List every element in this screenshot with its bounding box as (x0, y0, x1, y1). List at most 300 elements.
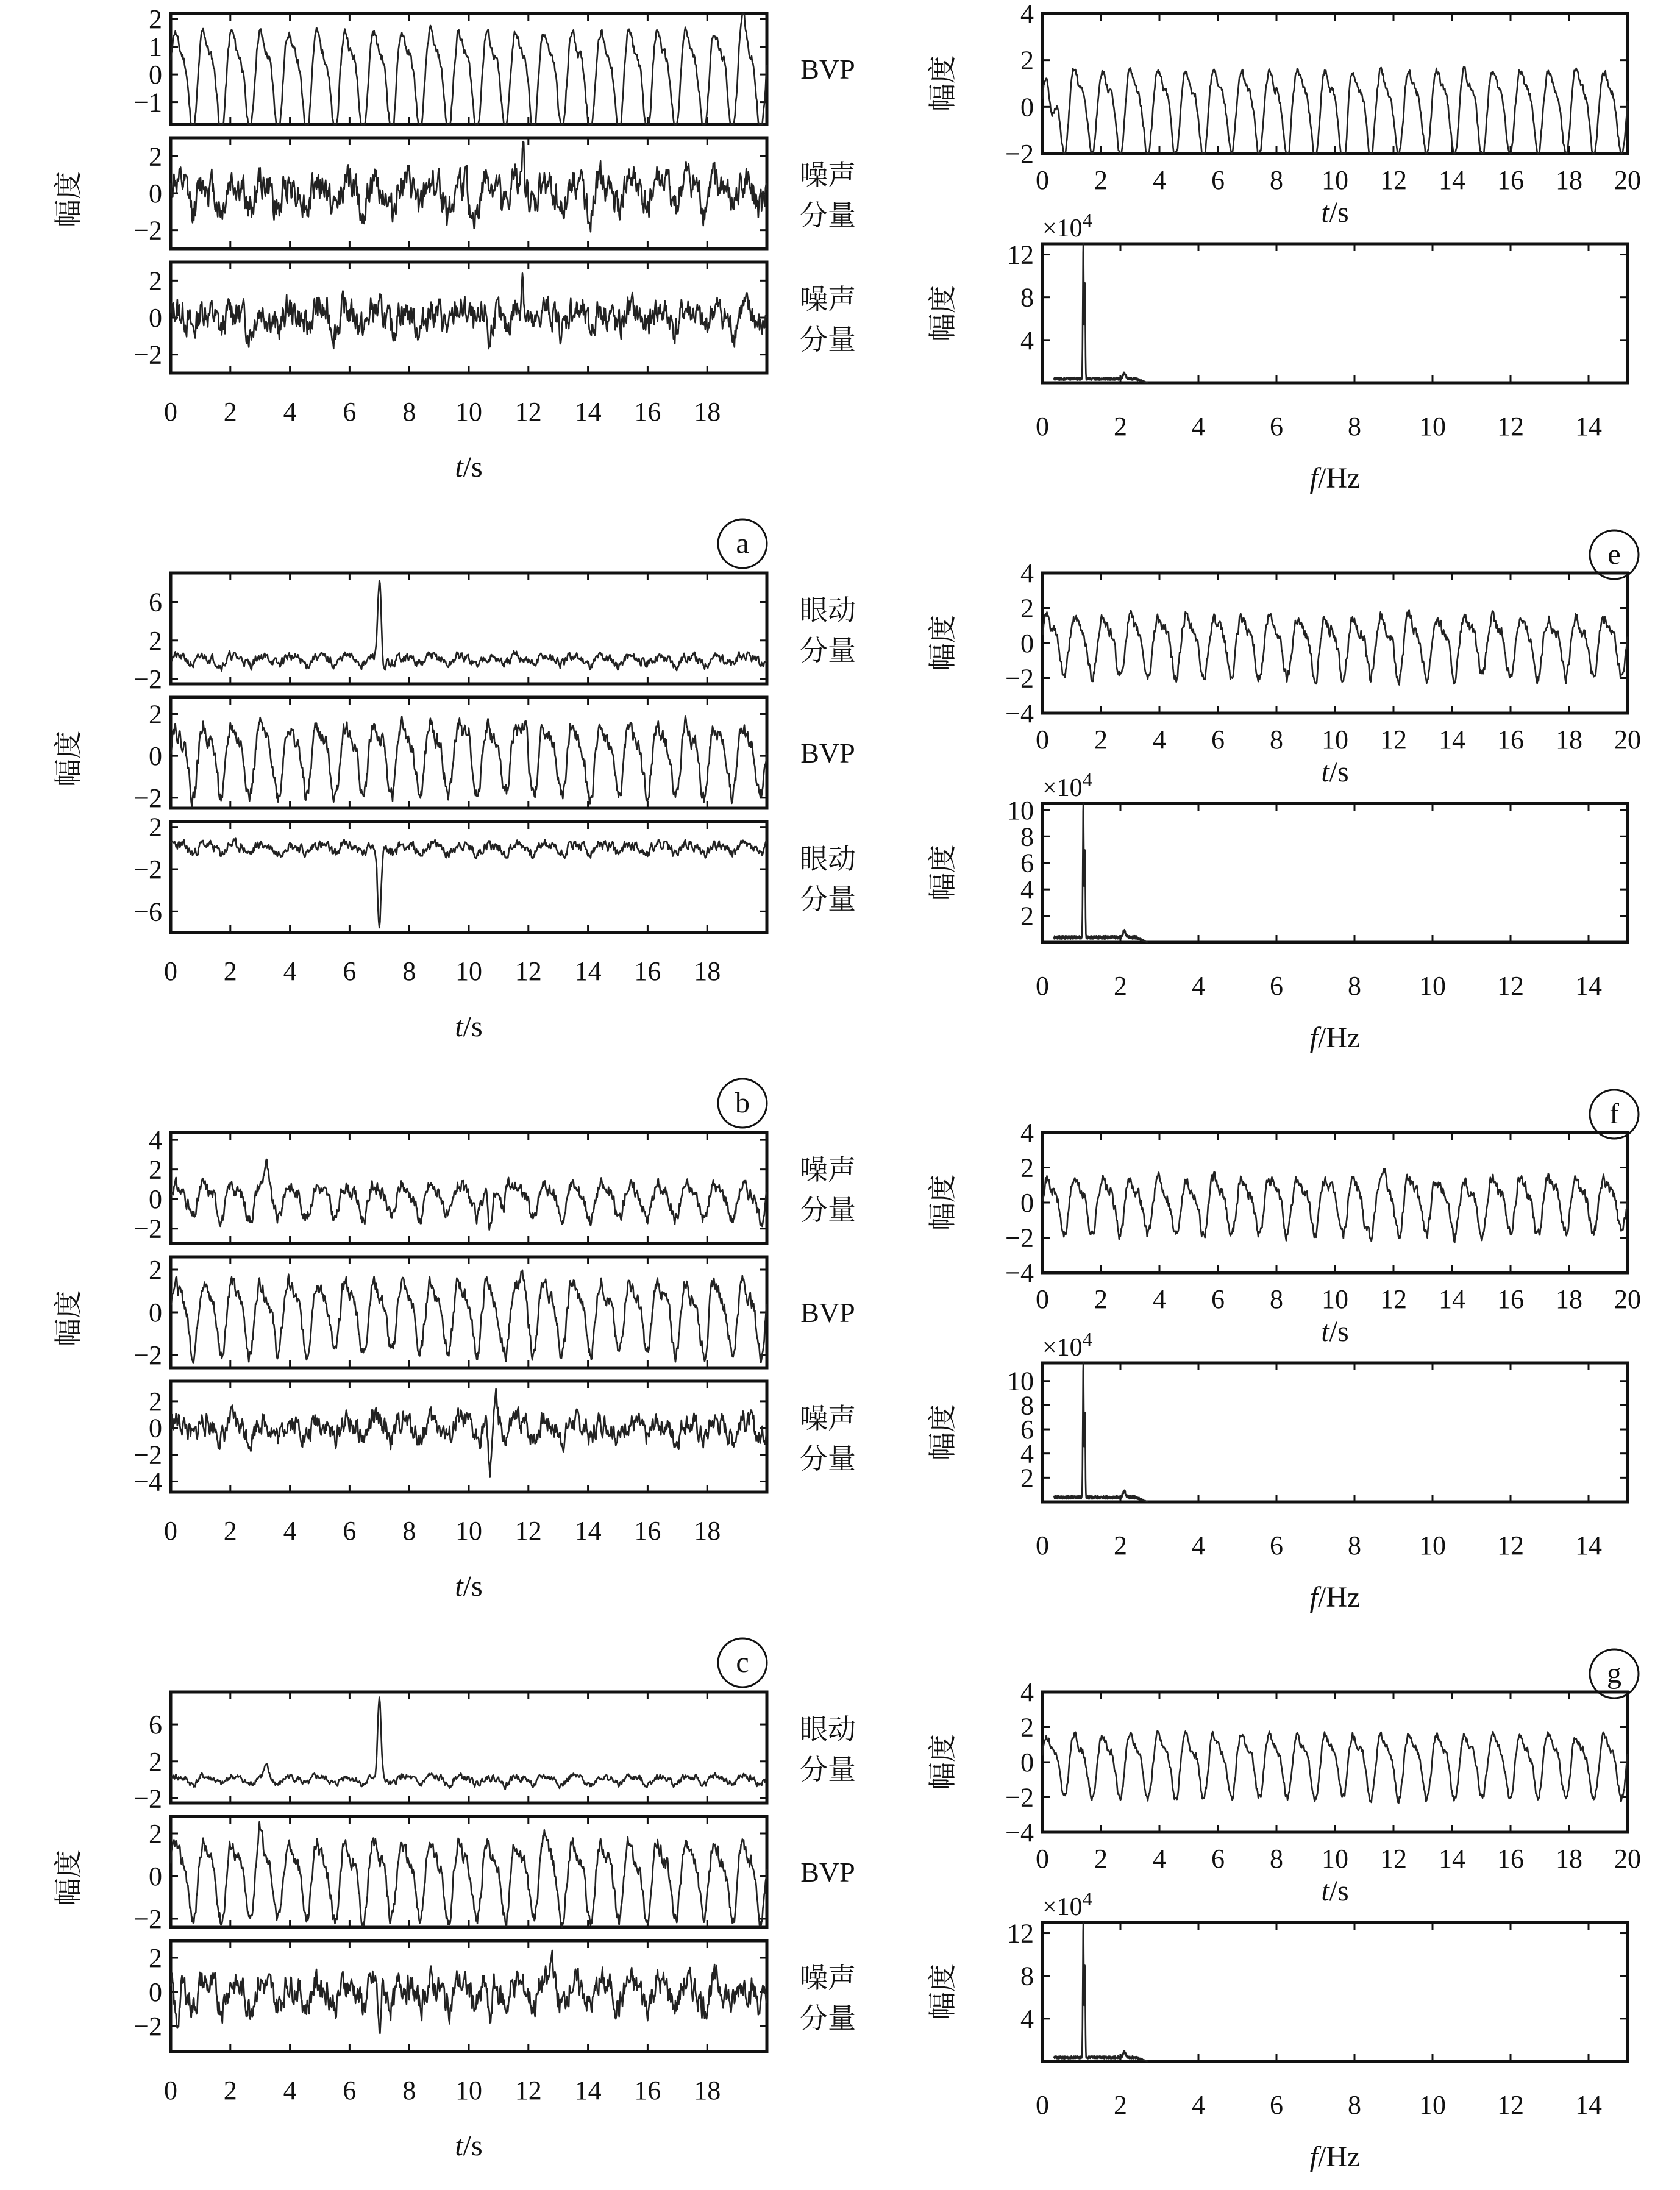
x-tick-label: 10 (455, 956, 482, 986)
x-tick-label: 10 (455, 2075, 482, 2105)
y-tick-label: 1 (149, 32, 162, 62)
x-tick-label: 10 (1322, 1844, 1348, 1874)
x-tick-label: 0 (1036, 411, 1049, 441)
row-label: 分量 (800, 634, 856, 667)
signal-line (171, 1159, 767, 1230)
x-axis-variable: t (1321, 196, 1329, 229)
x-tick-label: 14 (1439, 1844, 1465, 1874)
y-tick-label: 2 (149, 625, 162, 656)
x-tick-label: 10 (1419, 1531, 1446, 1560)
row-label: 眼动 (800, 594, 856, 627)
time-plot (926, 1118, 1641, 1348)
y-tick-label: 4 (1020, 875, 1034, 905)
x-tick-label: 10 (1322, 725, 1348, 755)
x-tick-label: 20 (1614, 1844, 1641, 1874)
panel-letter: e (1607, 538, 1621, 571)
x-tick-label: 18 (1556, 725, 1582, 755)
x-axis-unit: /Hz (1318, 1581, 1361, 1613)
panel-letter: g (1607, 1657, 1621, 1690)
x-tick-label: 0 (1036, 1844, 1049, 1874)
x-tick-label: 0 (1036, 2090, 1049, 2120)
x-axis-label (1321, 196, 1348, 229)
x-tick-label: 2 (1114, 411, 1127, 441)
x-tick-label: 0 (164, 2075, 177, 2105)
plot-frame (171, 262, 767, 373)
x-tick-label: 8 (402, 956, 416, 986)
y-tick-label: 2 (1020, 901, 1034, 931)
x-axis-label (1321, 1315, 1348, 1348)
y-axis-label: 幅度 (926, 1404, 959, 1460)
x-tick-label: 18 (1556, 165, 1582, 195)
x-tick-label: 2 (1094, 165, 1108, 195)
y-tick-label: −2 (133, 664, 162, 695)
y-tick-label: 6 (1020, 1415, 1034, 1445)
signal-line (171, 839, 767, 928)
panel-a (52, 4, 856, 568)
x-axis-label (1310, 1581, 1361, 1613)
x-tick-label: 6 (343, 2075, 357, 2105)
x-tick-label: 6 (1270, 971, 1283, 1001)
x-tick-label: 2 (1094, 725, 1108, 755)
y-tick-label: −2 (1005, 1782, 1034, 1813)
x-tick-label: 16 (634, 2075, 661, 2105)
y-tick-label: 0 (149, 303, 162, 333)
plot-frame (1042, 803, 1628, 942)
x-axis-label (455, 1011, 482, 1043)
x-tick-label: 4 (1153, 1844, 1166, 1874)
row-label: BVP (800, 738, 855, 769)
x-axis-variable: t (455, 451, 463, 483)
x-tick-label: 12 (1380, 1284, 1407, 1314)
y-tick-label: −2 (133, 1340, 162, 1370)
x-tick-label: 4 (1153, 165, 1166, 195)
y-tick-label: 2 (149, 1943, 162, 1973)
y-tick-label: 12 (1007, 1918, 1034, 1949)
x-tick-label: 6 (1270, 411, 1283, 441)
x-axis-label (1310, 1022, 1361, 1054)
x-tick-label: 2 (1094, 1284, 1108, 1314)
x-tick-label: 10 (455, 397, 482, 427)
y-tick-label: −2 (133, 855, 162, 884)
x-tick-label: 10 (1419, 2090, 1446, 2120)
signal-line (1042, 610, 1628, 684)
x-tick-label: 10 (1419, 411, 1446, 441)
x-tick-label: 8 (1270, 725, 1283, 755)
x-axis-unit: /s (463, 451, 483, 483)
x-tick-label: 14 (574, 1516, 602, 1546)
y-axis-label: 幅度 (52, 731, 85, 787)
plot-frame (171, 1381, 767, 1492)
x-tick-label: 6 (1211, 165, 1225, 195)
x-tick-label: 6 (1270, 2090, 1283, 2120)
panel-letter: b (735, 1087, 750, 1119)
y-tick-label: 4 (1020, 1118, 1034, 1148)
scale-base: ×10 (1042, 774, 1083, 802)
row-label: BVP (800, 1857, 855, 1888)
y-tick-label: 2 (1020, 1153, 1034, 1183)
x-tick-label: 14 (1575, 1531, 1602, 1560)
x-axis-label (1310, 2141, 1361, 2173)
x-tick-label: 12 (1497, 1531, 1524, 1560)
plot-frame (171, 138, 767, 249)
scale-factor (1042, 209, 1092, 243)
x-tick-label: 6 (343, 397, 357, 427)
x-axis-unit: /Hz (1318, 462, 1361, 494)
y-tick-label: 0 (149, 1977, 162, 2007)
x-tick-label: 4 (1192, 2090, 1205, 2120)
x-tick-label: 20 (1614, 725, 1641, 755)
y-tick-label: 2 (149, 266, 162, 296)
x-tick-label: 6 (1211, 725, 1225, 755)
y-axis-label: 幅度 (52, 1850, 85, 1906)
x-tick-label: 12 (1380, 165, 1407, 195)
x-tick-label: 18 (694, 1516, 721, 1546)
y-tick-label: 0 (1020, 1188, 1034, 1218)
y-tick-label: 6 (149, 1710, 162, 1740)
spectrum-line (1054, 244, 1148, 383)
row-label: 噪声 (800, 1402, 856, 1435)
x-axis-variable: f (1309, 462, 1319, 494)
panel-h (926, 1677, 1641, 2190)
y-tick-label: 2 (149, 812, 162, 842)
y-tick-label: −2 (1005, 139, 1034, 169)
y-tick-label: 8 (1020, 282, 1034, 313)
y-tick-label: 2 (1020, 1463, 1034, 1493)
plot-frame (1042, 13, 1628, 154)
y-axis-label: 幅度 (926, 845, 959, 901)
x-axis-variable: t (1321, 1875, 1329, 1907)
x-tick-label: 4 (1192, 411, 1205, 441)
signal-row (133, 1692, 856, 1813)
spectrum-line (1054, 1363, 1148, 1502)
y-tick-label: 6 (1020, 848, 1034, 878)
x-axis-variable: t (1321, 756, 1329, 788)
x-tick-label: 4 (283, 1516, 297, 1546)
x-tick-label: 0 (1036, 165, 1049, 195)
y-tick-label: 8 (1020, 1961, 1034, 1991)
x-tick-label: 16 (634, 1516, 661, 1546)
signal-line (171, 13, 767, 124)
x-tick-label: 6 (343, 1516, 357, 1546)
y-tick-label: 2 (149, 1819, 162, 1849)
y-tick-label: 0 (149, 179, 162, 208)
x-axis-label (1321, 756, 1348, 788)
y-tick-label: −4 (133, 1467, 162, 1497)
x-tick-label: 8 (1270, 1844, 1283, 1874)
x-tick-label: 0 (1036, 1284, 1049, 1314)
x-tick-label: 2 (223, 397, 237, 427)
x-axis-label (1321, 1875, 1348, 1907)
x-axis-unit: /s (1329, 196, 1349, 229)
time-plot (926, 1677, 1641, 1907)
x-tick-label: 14 (1439, 165, 1465, 195)
plot-frame (171, 1257, 767, 1368)
y-tick-label: 6 (149, 587, 162, 617)
row-label: BVP (800, 1297, 855, 1328)
x-tick-label: 4 (1153, 725, 1166, 755)
y-tick-label: 2 (149, 1386, 162, 1417)
signal-row (133, 697, 855, 813)
y-tick-label: −4 (1005, 1818, 1034, 1847)
y-tick-label: 0 (149, 1413, 162, 1443)
x-axis-label (455, 451, 482, 483)
x-tick-label: 4 (283, 2075, 297, 2105)
x-tick-label: 8 (1348, 1531, 1361, 1560)
row-label: 分量 (800, 1753, 856, 1786)
x-tick-label: 8 (1348, 2090, 1361, 2120)
y-axis-label: 幅度 (926, 1734, 959, 1790)
x-axis-variable: f (1309, 2141, 1319, 2173)
signal-row (133, 1816, 855, 1934)
row-label: 眼动 (800, 842, 856, 875)
x-tick-label: 0 (164, 956, 177, 986)
plot-frame (1042, 1132, 1628, 1273)
x-tick-label: 14 (1575, 971, 1602, 1001)
x-tick-label: 8 (1348, 411, 1361, 441)
y-tick-label: −2 (133, 2011, 162, 2041)
plot-frame (171, 1692, 767, 1803)
x-tick-label: 0 (164, 1516, 177, 1546)
x-axis-unit: /Hz (1318, 1022, 1361, 1054)
scale-exponent: 4 (1082, 1328, 1092, 1350)
x-tick-label: 16 (634, 956, 661, 986)
scale-factor (1042, 769, 1092, 802)
x-tick-label: 10 (1322, 1284, 1348, 1314)
signal-row (133, 812, 856, 933)
scale-factor (1042, 1328, 1092, 1362)
scale-factor (1042, 1888, 1092, 1921)
row-label: 噪声 (800, 1153, 856, 1186)
y-tick-label: −2 (133, 1214, 162, 1244)
x-tick-label: 4 (1192, 971, 1205, 1001)
scale-exponent: 4 (1082, 769, 1092, 791)
signal-line (171, 1389, 767, 1477)
x-tick-label: 18 (694, 397, 721, 427)
scale-exponent: 4 (1082, 209, 1092, 231)
y-tick-label: −6 (133, 897, 162, 927)
x-tick-label: 8 (402, 2075, 416, 2105)
scale-base: ×10 (1042, 215, 1083, 243)
y-axis-label: 幅度 (926, 55, 959, 112)
panel-c (52, 1125, 856, 1687)
signal-line (171, 1270, 767, 1363)
row-label: 分量 (800, 883, 856, 915)
x-axis-variable: f (1309, 1022, 1319, 1054)
signal-row (133, 138, 856, 249)
x-tick-label: 12 (1497, 971, 1524, 1001)
y-tick-label: 4 (149, 1125, 162, 1156)
spectrum-plot (926, 209, 1628, 494)
x-tick-label: 0 (1036, 1531, 1049, 1560)
time-plot (926, 0, 1641, 229)
row-label: 噪声 (800, 158, 856, 191)
signal-line (171, 141, 767, 232)
x-tick-label: 4 (283, 397, 297, 427)
plot-frame (1042, 1692, 1628, 1832)
x-tick-label: 2 (1114, 2090, 1127, 2120)
row-label: 噪声 (800, 1961, 856, 1994)
signal-line (171, 1950, 767, 2033)
signal-row (133, 573, 856, 694)
y-tick-label: 0 (149, 1298, 162, 1328)
x-axis-variable: t (455, 1011, 463, 1043)
x-axis-variable: f (1309, 1581, 1319, 1613)
spectrum-plot (926, 1888, 1628, 2173)
signal-row (133, 4, 855, 124)
x-tick-label: 8 (1270, 1284, 1283, 1314)
signal-line (1042, 1731, 1628, 1804)
x-tick-label: 12 (1380, 725, 1407, 755)
y-tick-label: 2 (1020, 1712, 1034, 1743)
x-tick-label: 6 (1211, 1284, 1225, 1314)
y-axis-label: 幅度 (926, 285, 959, 341)
y-tick-label: 2 (149, 141, 162, 172)
y-tick-label: 4 (1020, 1677, 1034, 1707)
row-label: 分量 (800, 199, 856, 232)
y-tick-label: 2 (1020, 45, 1034, 76)
y-tick-label: −2 (1005, 663, 1034, 694)
x-tick-label: 16 (1497, 165, 1524, 195)
y-tick-label: −4 (1005, 1258, 1034, 1288)
y-tick-label: 0 (1020, 628, 1034, 658)
x-tick-label: 14 (1575, 411, 1602, 441)
x-tick-label: 18 (1556, 1284, 1582, 1314)
x-axis-variable: t (455, 1570, 463, 1602)
x-axis-unit: /s (1329, 756, 1349, 788)
y-tick-label: 12 (1007, 240, 1034, 270)
x-tick-label: 2 (1114, 1531, 1127, 1560)
x-tick-label: 12 (514, 956, 542, 986)
row-label: 分量 (800, 2002, 856, 2035)
signal-line (171, 1822, 767, 1927)
y-tick-label: 2 (149, 4, 162, 35)
y-tick-label: 0 (149, 60, 162, 90)
y-tick-label: 4 (1020, 1438, 1034, 1469)
y-tick-label: 0 (149, 1861, 162, 1891)
x-tick-label: 0 (1036, 971, 1049, 1001)
signal-line (171, 716, 767, 806)
x-tick-label: 14 (1575, 2090, 1602, 2120)
row-label: BVP (800, 54, 855, 85)
y-tick-label: 4 (1020, 2003, 1034, 2034)
x-tick-label: 12 (514, 397, 542, 427)
x-tick-label: 14 (574, 2075, 602, 2105)
x-tick-label: 6 (343, 956, 357, 986)
x-tick-label: 8 (402, 397, 416, 427)
x-tick-label: 18 (694, 956, 721, 986)
y-axis-label: 幅度 (926, 615, 959, 671)
y-tick-label: 0 (1020, 1747, 1034, 1777)
y-tick-label: 4 (1020, 325, 1034, 355)
plot-frame (1042, 573, 1628, 713)
x-axis-unit: /Hz (1318, 2141, 1361, 2173)
spectrum-line (1054, 1922, 1148, 2061)
panel-letter: f (1609, 1098, 1619, 1130)
x-tick-label: 16 (1497, 1844, 1524, 1874)
signal-row (133, 1255, 855, 1370)
x-tick-label: 10 (1419, 971, 1446, 1001)
y-tick-label: 10 (1007, 795, 1034, 825)
y-tick-label: 2 (149, 1154, 162, 1185)
x-tick-label: 14 (1439, 1284, 1465, 1314)
panel-letter: c (736, 1646, 749, 1679)
x-tick-label: 0 (164, 397, 177, 427)
x-tick-label: 6 (1211, 1844, 1225, 1874)
x-tick-label: 6 (1270, 1531, 1283, 1560)
y-tick-label: 2 (149, 1255, 162, 1285)
signal-row (133, 1125, 856, 1244)
x-tick-label: 8 (1348, 971, 1361, 1001)
x-axis-unit: /s (463, 1011, 483, 1043)
panel-d (52, 1692, 856, 2190)
x-tick-label: 0 (1036, 725, 1049, 755)
x-axis-label (455, 2130, 482, 2162)
signal-line (1042, 66, 1628, 154)
y-tick-label: −2 (1005, 1223, 1034, 1253)
panel-f (926, 558, 1641, 1139)
x-tick-label: 16 (1497, 725, 1524, 755)
y-tick-label: −2 (133, 215, 162, 246)
x-tick-label: 14 (574, 397, 602, 427)
x-tick-label: 18 (694, 2075, 721, 2105)
x-tick-label: 2 (223, 1516, 237, 1546)
x-axis-unit: /s (1329, 1875, 1349, 1907)
x-tick-label: 12 (1497, 411, 1524, 441)
spectrum-plot (926, 769, 1628, 1054)
x-tick-label: 12 (1380, 1844, 1407, 1874)
x-tick-label: 20 (1614, 1284, 1641, 1314)
signal-line (171, 580, 767, 670)
y-tick-label: −2 (133, 1904, 162, 1934)
x-tick-label: 2 (1094, 1844, 1108, 1874)
panel-g (926, 1118, 1641, 1698)
x-tick-label: 4 (1153, 1284, 1166, 1314)
x-axis-label (455, 1570, 482, 1602)
spectrum-plot (926, 1328, 1628, 1613)
row-label: 噪声 (800, 283, 856, 316)
row-label: 分量 (800, 1442, 856, 1475)
panel-letter: a (736, 527, 749, 560)
scale-exponent: 4 (1082, 1888, 1092, 1910)
y-tick-label: −4 (1005, 699, 1034, 728)
signal-line (171, 273, 767, 349)
x-axis-variable: t (455, 2130, 463, 2162)
x-tick-label: 10 (455, 1516, 482, 1546)
y-axis-label: 幅度 (926, 1175, 959, 1231)
y-tick-label: 4 (1020, 558, 1034, 588)
x-axis-unit: /s (463, 1570, 483, 1602)
x-tick-label: 14 (1439, 725, 1465, 755)
x-tick-label: 10 (1322, 165, 1348, 195)
x-tick-label: 12 (514, 2075, 542, 2105)
x-tick-label: 12 (1497, 2090, 1524, 2120)
y-tick-label: 0 (149, 1184, 162, 1215)
y-tick-label: 2 (149, 699, 162, 730)
x-axis-label (1310, 462, 1361, 494)
x-tick-label: 2 (1114, 971, 1127, 1001)
y-tick-label: −2 (133, 340, 162, 370)
time-plot (926, 558, 1641, 788)
signal-line (1042, 1169, 1628, 1243)
plot-frame (171, 697, 767, 808)
x-tick-label: 2 (223, 956, 237, 986)
scale-base: ×10 (1042, 1893, 1083, 1921)
row-label: 分量 (800, 323, 856, 356)
y-tick-label: 2 (149, 1746, 162, 1777)
x-tick-label: 4 (283, 956, 297, 986)
plot-frame (1042, 1922, 1628, 2061)
x-tick-label: 20 (1614, 165, 1641, 195)
